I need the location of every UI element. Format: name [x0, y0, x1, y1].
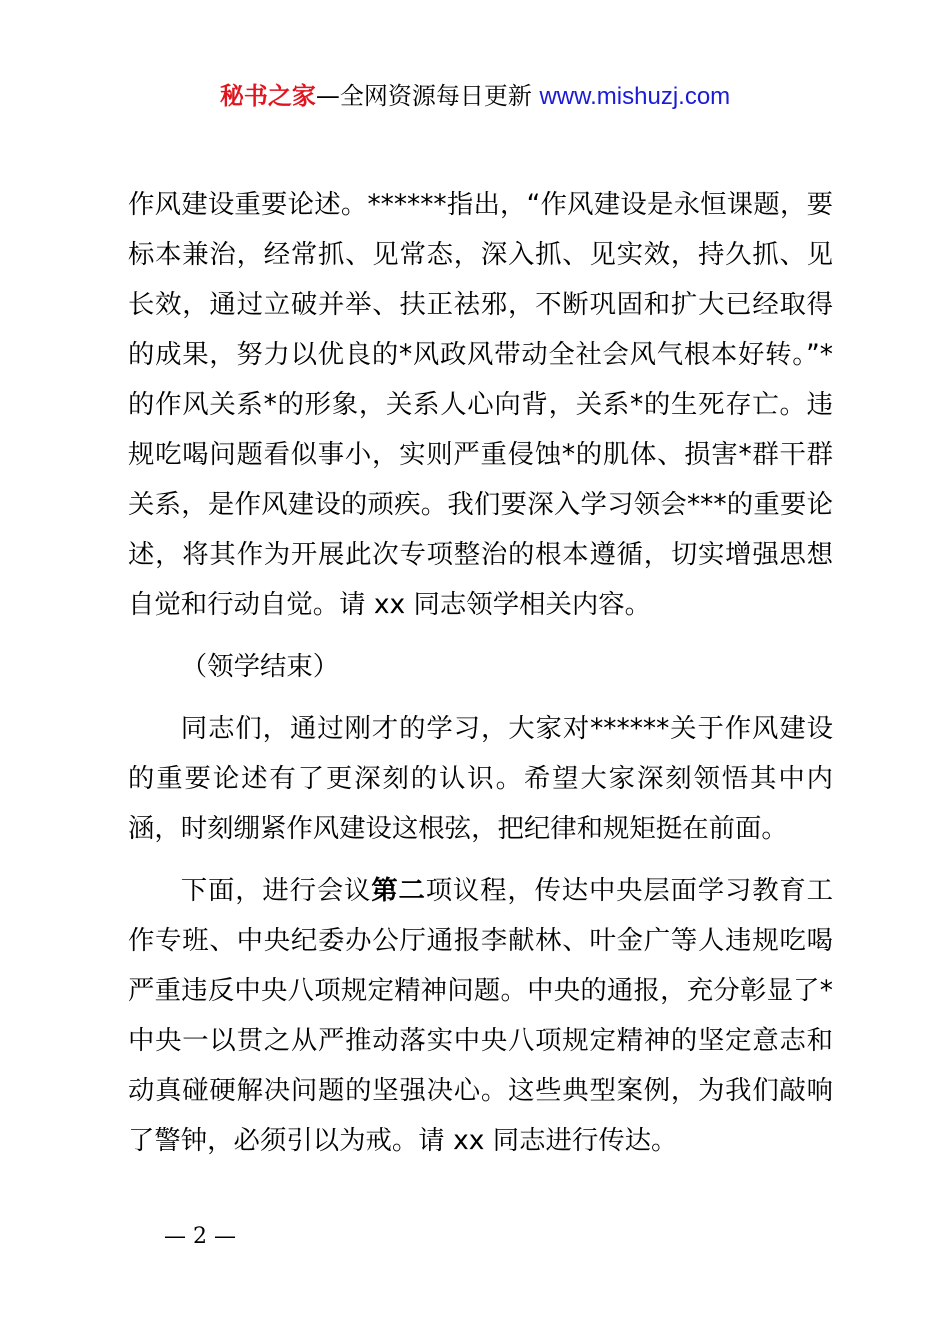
paragraph-4 [128, 866, 833, 1166]
document-body [128, 180, 833, 1166]
page-number: — 2 — [164, 1224, 236, 1249]
paragraph-4-bold-text: 第二 [371, 875, 426, 906]
paragraph-4-text-before: 下面，进行会议 [180, 875, 372, 906]
site-banner [0, 80, 950, 113]
paragraph-3: 同志们，通过刚才的学习，大家对******关于作风建设的重要论述有了更深刻的认识。希望大家深刻领悟其中内涵，时刻绷紧作风建设这根弦，把纪律和规矩挺在前面。 [128, 713, 833, 844]
paragraph-2: （领学结束） [180, 651, 340, 682]
banner-url-link[interactable]: www.mishuzj.com [539, 83, 731, 110]
banner-tagline: —全网资源每日更新 [315, 82, 540, 110]
paragraph-1: 作风建设重要论述。******指出，“作风建设是永恒课题，要标本兼治，经常抓、见常态，深入抓、见实效，持久抓、见长效，通过立破并举、扶正祛邪，不断巩固和扩大已经取得的成果，努力以优良的*风政风带动全社会风气根本好转。”*的作风关系*的形象，关系人心向背，关系*的生死存亡。违规吃喝问题看似事小，实则严重侵蚀*的肌体、损害*群干群关系，是作风建设的顽疾。我们要深入学习领会***的重要论述，将其作为开展此次专项整治的根本遵循，切实增强思想自觉和行动自觉。请 xx 同志领学相关内容。 [128, 189, 833, 620]
paragraph-4-text-after: 项议程，传达中央层面学习教育工作专班、中央纪委办公厅通报李献林、叶金广等人违规吃喝严重违反中央八项规定精神问题。中央的通报，充分彰显了*中央一以贯之从严推动落实中央八项规定精神的坚定意志和动真碰硬解决问题的坚强决心。这些典型案例，为我们敲响了警钟，必须引以为戒。请 xx 同志进行传达。 [128, 875, 834, 1156]
banner-brand: 秘书之家 [219, 82, 316, 110]
